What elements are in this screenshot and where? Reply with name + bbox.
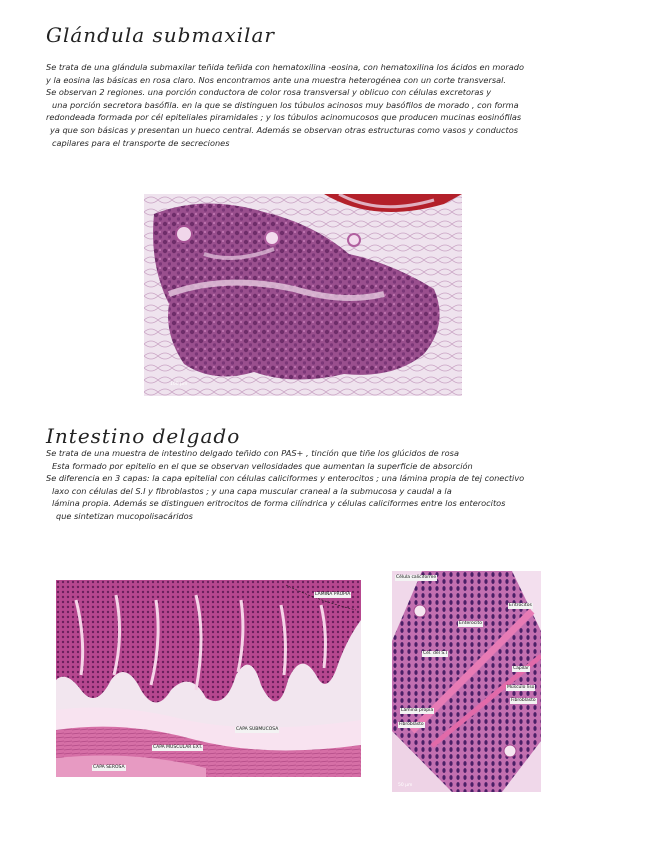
- label-lamina-propia-right: Lámina propia: [401, 708, 434, 713]
- text-line: redondeada formada por cél epiteliales piramidales ; y los túbulos acinomucosos que producen mucinas eosinófilas: [46, 112, 522, 123]
- text-line: laxo con células del S.I y fibroblastos ; y una capa muscular craneal a la submucosa y caudal a la: [52, 485, 452, 496]
- section-text-intestino: [46, 447, 524, 523]
- label-lamina-propia: LÁMINA PROPIA: [315, 592, 351, 597]
- label-musculo-liso: Músculo liso: [507, 685, 535, 690]
- label-capilar: Capilar: [513, 666, 529, 671]
- label-celula-caliciforme: Célula caliciforme: [396, 575, 437, 580]
- section-title-intestino: Intestino delgado: [46, 424, 241, 448]
- small-intestine-low-magnification: [56, 580, 361, 777]
- text-line: y la eosina las básicas en rosa claro. Nos encontramos ante una muestra heterogénea con un corte transversal.: [46, 74, 506, 85]
- scale-bar-label-right: 50 µm: [398, 783, 413, 788]
- label-enterocito: Enterocito: [459, 621, 482, 626]
- text-line: Se observan 2 regiones. una porción conductora de color rosa transversal y oblicuo con células excretoras y: [46, 87, 492, 98]
- small-intestine-high-magnification: [392, 571, 541, 792]
- label-capa-serosa: CAPA SEROSA: [93, 765, 125, 770]
- text-line: ya que son básicas y presentan un hueco central. Además se observan otras estructuras como vasos y conductos: [50, 124, 519, 135]
- submaxillary-gland-micrograph: [144, 194, 462, 396]
- label-eritrocitos: Eritrocitos: [509, 603, 532, 608]
- section-title-submaxilar: Glándula submaxilar: [46, 23, 275, 47]
- text-line: Se trata de una glándula submaxilar teñida teñida con hematoxilina -eosina, con hematoxilina los ácidos en morado: [46, 62, 524, 72]
- label-cel-si: Cél. del S.I: [423, 651, 447, 656]
- text-line: una porción secretora basófila. en la que se distinguen los túbulos acinosos muy basófilos de morado , con forma: [52, 99, 519, 110]
- label-capa-submucosa: CAPA SUBMUCOSA: [236, 727, 279, 732]
- text-line: lámina propia. Además se distinguen eritrocitos de forma cilíndrica y células caliciformes entre los enterocitos: [52, 498, 506, 509]
- text-line: Esta formado por epitelio en el que se observan vellosidades que aumentan la superficie de absorción: [52, 460, 473, 471]
- label-fibroblasto: Fibroblasto: [511, 698, 536, 703]
- text-line: capilares para el transporte de secreciones: [52, 137, 230, 148]
- section-text-submaxilar: [46, 61, 524, 149]
- label-capa-muscular: CAPA MUSCULAR EXT.: [153, 745, 203, 750]
- scale-bar-label: 100 µm: [170, 382, 188, 387]
- label-fibroblasto-2: Fibroblasto: [399, 722, 424, 727]
- text-line: Se trata de una muestra de intestino delgado teñido con PAS+ , tinción que tiñe los glúcidos de rosa: [46, 448, 459, 458]
- text-line: Se diferencia en 3 capas: la capa epitelial con células caliciformes y enterocitos ; una lámina propia de tej conectivo: [46, 473, 525, 484]
- text-line: que sintetizan mucopolisacáridos: [56, 510, 193, 521]
